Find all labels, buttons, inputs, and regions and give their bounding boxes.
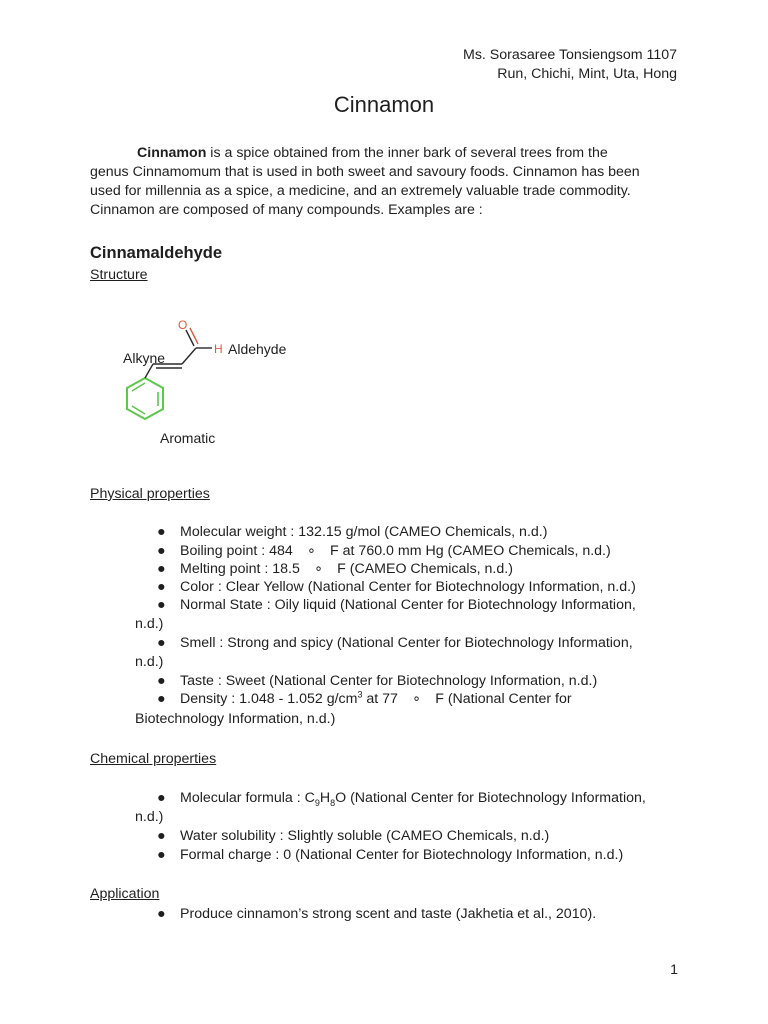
intro-line-1-rest: is a spice obtained from the inner bark of several trees from the — [206, 145, 608, 161]
density-post: at 77 ∘ F (National Center for — [362, 691, 572, 707]
alkyne-label: Alkyne — [123, 350, 166, 366]
list-item: Color : Clear Yellow (National Center for Biotechnology Information, n.d.) — [180, 579, 636, 595]
aromatic-label: Aromatic — [160, 430, 216, 446]
formula-pre: Molecular formula : C — [180, 790, 315, 806]
structure-label: Structure — [90, 267, 148, 283]
bullet-icon: ● — [157, 524, 166, 540]
oxygen-atom-label: O — [178, 318, 188, 332]
list-item-continuation: n.d.) — [135, 809, 164, 825]
list-item: Molecular weight : 132.15 g/mol (CAMEO Chemicals, n.d.) — [180, 524, 548, 540]
intro-line-1 — [137, 144, 608, 163]
intro-line-2: genus Cinnamomum that is used in both sweet and savoury foods. Cinnamon has been — [90, 164, 640, 180]
list-item: Water solubility : Slightly soluble (CAMEO Chemicals, n.d.) — [180, 828, 550, 844]
formula-mid: H — [319, 790, 331, 806]
formula-sub-2: 8 — [330, 797, 336, 808]
bullet-icon: ● — [157, 543, 166, 559]
cinnamaldehyde-structure-diagram — [100, 312, 310, 452]
chain-bond — [182, 348, 196, 364]
list-item-continuation: n.d.) — [135, 654, 164, 670]
bullet-icon: ● — [157, 828, 166, 844]
intro-bold-word: Cinnamon — [137, 145, 207, 161]
author-line: Ms. Sorasaree Tonsiengsom 1107 — [463, 47, 677, 63]
aldehyde-label: Aldehyde — [228, 341, 287, 357]
bullet-icon: ● — [157, 691, 166, 707]
list-item-continuation: Biotechnology Information, n.d.) — [135, 711, 336, 727]
bullet-icon: ● — [157, 790, 166, 806]
formula-item — [180, 789, 646, 808]
intro-line-3: used for millennia as a spice, a medicine, and an extremely valuable trade commodity. — [90, 183, 631, 199]
page-number: 1 — [670, 962, 678, 978]
list-item: Taste : Sweet (National Center for Biotechnology Information, n.d.) — [180, 673, 598, 689]
application-heading: Application — [90, 886, 160, 902]
list-item: Formal charge : 0 (National Center for Biotechnology Information, n.d.) — [180, 847, 624, 863]
list-item: Produce cinnamon’s strong scent and taste (Jakhetia et al., 2010). — [180, 906, 597, 922]
density-superscript: 3 — [357, 689, 363, 700]
hydrogen-atom-label: H — [214, 342, 223, 356]
list-item: Smell : Strong and spicy (National Center for Biotechnology Information, — [180, 635, 633, 651]
list-item-continuation: n.d.) — [135, 616, 164, 632]
formula-sub-1: 9 — [314, 797, 320, 808]
team-line: Run, Chichi, Mint, Uta, Hong — [497, 66, 677, 82]
bullet-icon: ● — [157, 597, 166, 613]
bullet-icon: ● — [157, 579, 166, 595]
bullet-icon: ● — [157, 906, 166, 922]
density-pre: Density : 1.048 - 1.052 g/cm — [180, 691, 358, 707]
bullet-icon: ● — [157, 635, 166, 651]
bullet-icon: ● — [157, 561, 166, 577]
compound-heading: Cinnamaldehyde — [90, 244, 223, 262]
ring-chain-bond — [145, 364, 153, 378]
chemical-properties-heading: Chemical properties — [90, 751, 217, 767]
list-item: Boiling point : 484 ∘ F at 760.0 mm Hg (CAMEO Chemicals, n.d.) — [180, 543, 611, 559]
bullet-icon: ● — [157, 847, 166, 863]
page-title: Cinnamon — [333, 92, 435, 117]
intro-line-4: Cinnamon are composed of many compounds. Examples are : — [90, 202, 483, 218]
density-item — [180, 690, 572, 709]
bullet-icon: ● — [157, 673, 166, 689]
list-item: Melting point : 18.5 ∘ F (CAMEO Chemicals, n.d.) — [180, 561, 513, 577]
list-item: Normal State : Oily liquid (National Center for Biotechnology Information, — [180, 597, 636, 613]
physical-properties-heading: Physical properties — [90, 486, 210, 502]
formula-post: O (National Center for Biotechnology Information, — [335, 790, 646, 806]
